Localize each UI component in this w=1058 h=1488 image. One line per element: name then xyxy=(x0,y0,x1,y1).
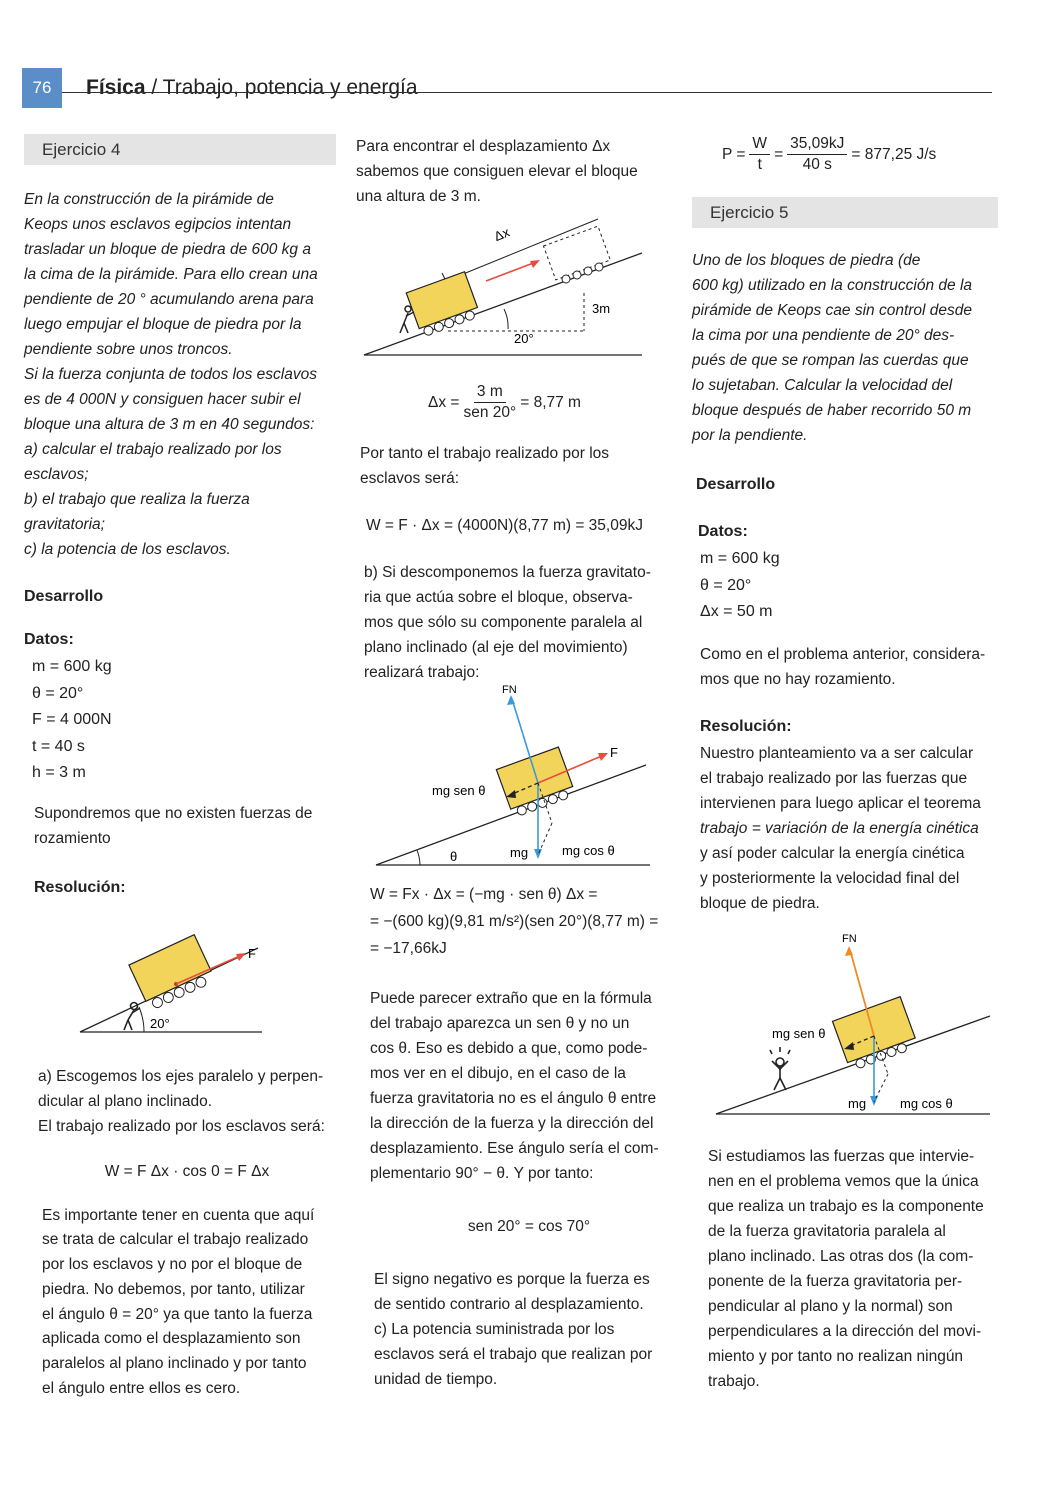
datos-item: θ = 20° xyxy=(32,684,84,702)
plan-line: intervienen para luego aplicar el teorema xyxy=(700,794,981,812)
desarrollo-heading: Desarrollo xyxy=(24,588,104,605)
exercise-5-statement xyxy=(692,248,998,448)
note-line: Es importante tener en cuenta que aquí xyxy=(42,1206,315,1224)
plan-line: bloque de piedra. xyxy=(700,894,820,912)
sign-line: de sentido contrario al desplazamiento. xyxy=(374,1296,644,1313)
statement-line: 600 kg) utilizado en la construcción de la xyxy=(692,277,973,294)
eq-p-eq: = xyxy=(774,146,784,163)
normal-force-label: FN xyxy=(842,932,857,945)
statement-line: la cima por una pendiente de 20° des- xyxy=(692,327,955,344)
statement-line: a) calcular el trabajo realizado por los xyxy=(24,441,282,458)
datos-heading: Datos: xyxy=(698,523,748,540)
datos-list xyxy=(692,546,998,626)
part-b-text xyxy=(356,560,674,685)
part-a-line: a) Escogemos los ejes paralelo y perpen- xyxy=(38,1067,324,1085)
eq-p-frac-1 xyxy=(749,134,770,175)
force-decomposition-figure xyxy=(356,685,666,875)
statement-line: pendiente de 20 ° acumulando arena para xyxy=(24,291,314,308)
part-b-line: plano inclinado (al eje del movimiento) xyxy=(364,639,628,656)
explain-line: mos ver en el dibujo, en el caso de la xyxy=(370,1065,626,1082)
eq-dx-lhs: Δx = xyxy=(428,394,460,411)
part-b-line: realizará trabajo: xyxy=(364,664,480,681)
explain-line: Puede parecer extraño que en la fórmula xyxy=(370,990,652,1007)
exercise-4-title: Ejercicio 4 xyxy=(24,134,336,165)
statement-line: En la construcción de la pirámide de xyxy=(24,191,274,208)
note-text xyxy=(24,1204,336,1402)
datos-item: h = 3 m xyxy=(32,764,86,781)
displacement-intro xyxy=(356,134,674,209)
plan-text xyxy=(692,741,998,916)
column-1 xyxy=(24,134,336,1402)
resolucion-heading: Resolución: xyxy=(34,878,126,896)
mg-cos-label: mg cos θ xyxy=(900,1095,953,1111)
angle-20-label: 20° xyxy=(150,1015,170,1031)
height-3m-label: 3m xyxy=(592,301,611,316)
column-2 xyxy=(356,134,674,1392)
datos-item: θ = 20° xyxy=(700,576,752,594)
intro-line: una altura de 3 m. xyxy=(356,188,481,205)
datos-item: m = 600 kg xyxy=(700,550,780,567)
header-rule xyxy=(62,92,992,93)
exercise-5-title: Ejercicio 5 xyxy=(692,197,998,228)
header-separator: / xyxy=(145,76,163,99)
statement-line: es de 4 000N y consiguen hacer subir el xyxy=(24,391,301,408)
eq-line: = −(600 kg)(9,81 m/s²)(sen 20°)(8,77 m) = xyxy=(370,913,659,930)
force-f-label: F xyxy=(610,745,618,760)
page-number: 76 xyxy=(22,68,62,108)
eq-line: = −17,66kJ xyxy=(370,940,447,957)
plan-line: y posteriormente la velocidad final del xyxy=(700,869,960,887)
statement-line: gravitatoria; xyxy=(24,516,105,533)
explain-line: la dirección de la fuerza y la dirección del xyxy=(370,1115,654,1132)
page-header xyxy=(86,76,418,100)
equation-gravity-work xyxy=(356,881,674,962)
eq-p-lhs: P = xyxy=(722,146,746,163)
note-line: por los esclavos y no por el bloque de xyxy=(42,1256,303,1274)
assumption-text xyxy=(24,801,336,851)
header-topic: Trabajo, potencia y energía xyxy=(162,76,418,99)
final-line: Si estudiamos las fuerzas que intervie- xyxy=(708,1147,975,1165)
final-line: trabajo. xyxy=(708,1372,760,1390)
statement-line: por la pendiente. xyxy=(692,427,808,444)
eq-p-rhs: = 877,25 J/s xyxy=(851,146,937,163)
header-subject: Física xyxy=(86,76,146,99)
part-a-text xyxy=(24,1064,336,1139)
statement-line: c) la potencia de los esclavos. xyxy=(24,541,231,558)
work-intro-line: Por tanto el trabajo realizado por los xyxy=(360,445,610,462)
mg-label: mg xyxy=(848,1095,867,1111)
sign-line: El signo negativo es porque la fuerza es xyxy=(374,1271,650,1288)
final-line: ponente de la fuerza gravitatoria per- xyxy=(708,1272,963,1290)
part-a-line: dicular al plano inclinado. xyxy=(38,1092,213,1110)
note-line: el ángulo θ = 20° ya que tanto la fuerza xyxy=(42,1305,313,1323)
eq-dx-fraction xyxy=(463,382,516,423)
assumption-line: Supondremos que no existen fuerzas de xyxy=(34,804,313,822)
statement-line: Si la fuerza conjunta de todos los esclavos xyxy=(24,366,317,383)
slaves-push-block-figure xyxy=(24,906,324,1046)
part-b-line: mos que sólo su componente paralela al xyxy=(364,614,643,631)
final-line: perpendiculares a la dirección del movi- xyxy=(708,1322,982,1340)
assumption-line: rozamiento xyxy=(34,829,111,847)
statement-line: trasladar un bloque de piedra de 600 kg a xyxy=(24,241,311,258)
mg-cos-label: mg cos θ xyxy=(562,843,615,858)
statement-line: esclavos; xyxy=(24,466,89,483)
note-line: paralelos al plano inclinado y por tanto xyxy=(42,1355,307,1373)
note-line: el ángulo entre ellos es cero. xyxy=(42,1380,241,1398)
intro-line: sabemos que consiguen elevar el bloque xyxy=(356,163,638,180)
note-line: se trata de calcular el trabajo realizado xyxy=(42,1231,309,1249)
assumption-line: Como en el problema anterior, considera- xyxy=(700,645,986,663)
statement-line: la cima de la pirámide. Para ello crean una xyxy=(24,266,318,283)
plan-line: el trabajo realizado por las fuerzas que xyxy=(700,769,968,787)
force-f-label: F xyxy=(248,945,256,961)
falling-block-figure xyxy=(692,916,992,1126)
eq-p-den-1: t xyxy=(757,156,762,173)
equation-dx xyxy=(356,382,674,423)
datos-item: F = 4 000N xyxy=(32,711,112,728)
mg-sen-label: mg sen θ xyxy=(432,783,486,798)
final-line: miento y por tanto no realizan ningún xyxy=(708,1347,964,1365)
exercise-4-statement xyxy=(24,187,336,562)
sign-line: unidad de tiempo. xyxy=(374,1371,498,1388)
plan-line: trabajo = variación de la energía cinética xyxy=(700,819,979,837)
explain-line: plementario 90° − θ. Y por tanto: xyxy=(370,1165,594,1182)
plan-line: Nuestro planteamiento va a ser calcular xyxy=(700,744,974,762)
explain-line: cos θ. Eso es debido a que, como pode- xyxy=(370,1040,648,1057)
eq-dx-num: 3 m xyxy=(474,382,506,403)
column-3 xyxy=(692,134,998,1394)
note-line: piedra. No debemos, por tanto, utilizar xyxy=(42,1280,305,1298)
sign-line: c) La potencia suministrada por los xyxy=(374,1321,615,1338)
resolucion-heading: Resolución: xyxy=(700,717,792,735)
statement-line: b) el trabajo que realiza la fuerza xyxy=(24,491,250,508)
part-a-line: El trabajo realizado por los esclavos será: xyxy=(38,1117,325,1135)
eq-p-num-2: 35,09kJ xyxy=(787,134,847,155)
final-line: pendicular al plano y la normal) son xyxy=(708,1297,953,1315)
intro-line: Para encontrar el desplazamiento Δx xyxy=(356,138,611,155)
statement-line: pués de que se rompan las cuerdas que xyxy=(692,352,969,369)
normal-force-label: FN xyxy=(502,685,517,696)
desarrollo-heading: Desarrollo xyxy=(696,476,776,493)
mg-sen-label: mg sen θ xyxy=(772,1025,826,1041)
datos-item: Δx = 50 m xyxy=(700,603,773,620)
eq-dx-rhs: = 8,77 m xyxy=(520,394,581,411)
final-line: que realiza un trabajo es la componente xyxy=(708,1197,984,1215)
explain-line: desplazamiento. Ese ángulo sería el com- xyxy=(370,1140,659,1157)
equation-sen-cos: sen 20° = cos 70° xyxy=(467,1218,591,1235)
final-line: de la fuerza gravitatoria paralela al xyxy=(708,1222,946,1240)
statement-line: pirámide de Keops cae sin control desde xyxy=(692,302,973,319)
explanation-text xyxy=(356,986,674,1186)
equation-work-slaves: W = F Δx · cos 0 = F Δx xyxy=(104,1162,270,1180)
statement-line: luego empujar el bloque de piedra por la xyxy=(24,316,302,333)
eq-dx-den: sen 20° xyxy=(463,404,517,421)
angle-20-label: 20° xyxy=(514,331,534,346)
datos-heading: Datos: xyxy=(24,631,74,648)
statement-line: bloque después de haber recorrido 50 m xyxy=(692,402,972,419)
part-b-line: b) Si descomponemos la fuerza gravitato- xyxy=(364,564,651,581)
assumption-text xyxy=(692,642,998,692)
final-line: plano inclinado. Las otras dos (la com- xyxy=(708,1247,974,1265)
dx-label: Δx xyxy=(491,224,512,245)
statement-line: Keops unos esclavos egipcios intentan xyxy=(24,216,292,233)
datos-item: t = 40 s xyxy=(32,737,85,755)
theta-label: θ xyxy=(450,849,458,864)
datos-list xyxy=(24,654,336,787)
conclusion-text xyxy=(692,1144,998,1394)
part-b-line: ria que actúa sobre el bloque, observa- xyxy=(364,589,633,606)
equation-power xyxy=(692,134,998,175)
equation-work: W = F · Δx = (4000N)(8,77 m) = 35,09kJ xyxy=(366,517,643,534)
note-line: aplicada como el desplazamiento son xyxy=(42,1330,301,1348)
final-line: nen en el problema vemos que la única xyxy=(708,1172,979,1190)
sign-line: esclavos será el trabajo que realizan por xyxy=(374,1346,653,1363)
mg-label: mg xyxy=(510,845,529,860)
eq-line: W = Fx · Δx = (−mg · sen θ) Δx = xyxy=(370,886,598,903)
plan-line: y así poder calcular la energía cinética xyxy=(700,844,965,862)
statement-line: Uno de los bloques de piedra (de xyxy=(692,252,921,269)
eq-p-num-1: W xyxy=(749,134,770,155)
eq-p-frac-2 xyxy=(787,134,847,175)
statement-line: bloque una altura de 3 m en 40 segundos: xyxy=(24,416,315,433)
sign-text xyxy=(356,1267,674,1392)
explain-line: fuerza gravitatoria no es el ángulo θ entre xyxy=(370,1090,657,1107)
statement-line: pendiente sobre unos troncos. xyxy=(24,341,233,358)
assumption-line: mos que no hay rozamiento. xyxy=(700,670,896,688)
explain-line: del trabajo aparezca un sen θ y no un xyxy=(370,1015,630,1032)
work-intro xyxy=(356,441,674,491)
eq-p-den-2: 40 s xyxy=(802,156,832,173)
statement-line: lo sujetaban. Calcular la velocidad del xyxy=(692,377,953,394)
datos-item: m = 600 kg xyxy=(32,658,112,675)
scared-person-icon xyxy=(770,1047,790,1090)
work-intro-line: esclavos será: xyxy=(360,470,460,487)
displacement-figure xyxy=(356,209,656,374)
